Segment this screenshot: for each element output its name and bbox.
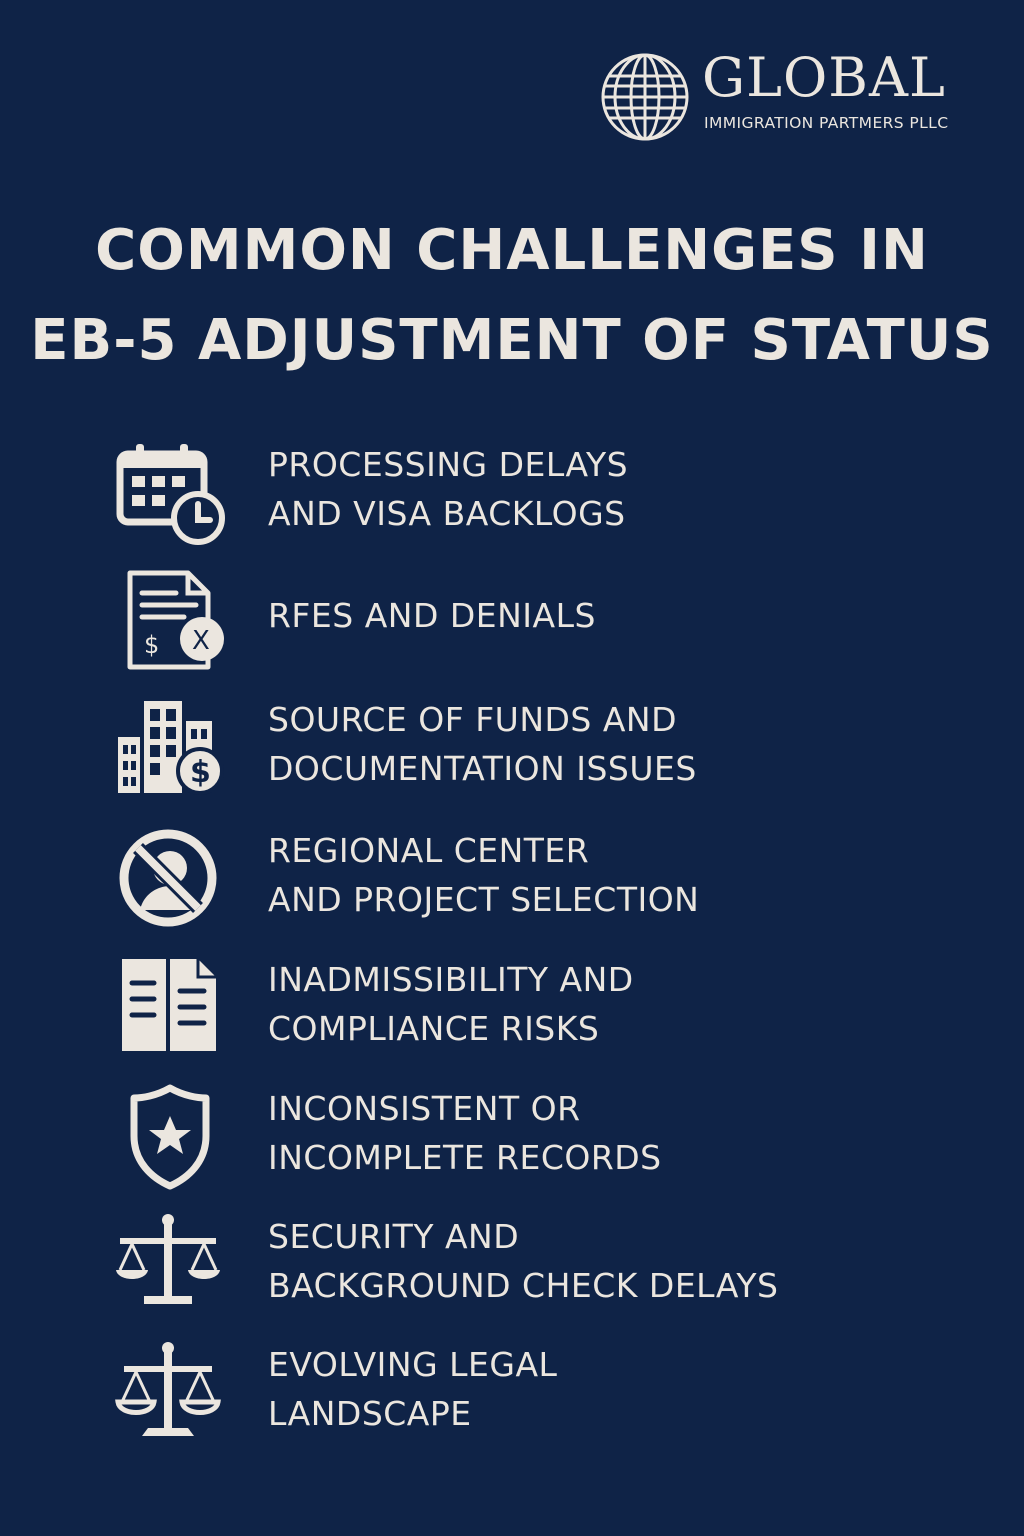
challenge-text bbox=[268, 826, 699, 924]
calendar-clock-icon bbox=[110, 440, 228, 550]
buildings-dollar-icon bbox=[110, 695, 228, 805]
challenge-text bbox=[268, 1340, 557, 1438]
company-logo bbox=[600, 46, 960, 142]
challenge-item-rfes bbox=[110, 567, 910, 677]
challenge-line-2: AND PROJECT SELECTION bbox=[268, 880, 700, 919]
challenge-text bbox=[268, 1212, 778, 1310]
brand-subtitle: IMMIGRATION PARTMERS PLLC bbox=[704, 114, 949, 132]
challenge-line-1: PROCESSING DELAYS bbox=[268, 445, 629, 484]
challenge-line-2: AND VISA BACKLOGS bbox=[268, 494, 626, 533]
challenge-line-1: INADMISSIBILITY AND bbox=[268, 960, 634, 999]
challenge-line-1: REGIONAL CENTER bbox=[268, 831, 590, 870]
challenge-text bbox=[268, 591, 596, 640]
challenge-item-inadmissibility bbox=[110, 955, 910, 1065]
challenge-line-1: RFES AND DENIALS bbox=[268, 596, 596, 635]
brand-name: GLOBAL bbox=[702, 46, 946, 109]
svg-text:X: X bbox=[192, 626, 210, 656]
page-title bbox=[0, 206, 1024, 386]
challenge-text bbox=[268, 695, 697, 793]
title-line-1: COMMON CHALLENGES IN bbox=[95, 218, 929, 283]
globe-icon bbox=[600, 52, 690, 142]
challenge-item-processing-delays bbox=[110, 440, 910, 550]
title-line-2: EB-5 ADJUSTMENT OF STATUS bbox=[30, 308, 994, 373]
challenge-line-1: INCONSISTENT OR bbox=[268, 1089, 581, 1128]
challenge-line-2: INCOMPLETE RECORDS bbox=[268, 1138, 662, 1177]
challenge-line-2: DOCUMENTATION ISSUES bbox=[268, 749, 697, 788]
challenge-line-1: EVOLVING LEGAL bbox=[268, 1345, 558, 1384]
svg-text:$: $ bbox=[144, 631, 160, 659]
challenge-line-2: LANDSCAPE bbox=[268, 1394, 472, 1433]
challenge-item-source-of-funds bbox=[110, 695, 910, 805]
challenge-line-1: SECURITY AND bbox=[268, 1217, 520, 1256]
challenge-item-security-checks bbox=[110, 1212, 910, 1322]
svg-text:$: $ bbox=[190, 755, 211, 790]
challenge-text bbox=[268, 1084, 662, 1182]
challenge-line-2: COMPLIANCE RISKS bbox=[268, 1009, 600, 1048]
challenge-item-regional-center bbox=[110, 826, 910, 936]
balance-scale-icon bbox=[110, 1340, 228, 1450]
challenge-line-2: BACKGROUND CHECK DELAYS bbox=[268, 1266, 779, 1305]
document-denied-icon bbox=[110, 567, 228, 677]
challenge-line-1: SOURCE OF FUNDS AND bbox=[268, 700, 678, 739]
scales-icon bbox=[110, 1212, 228, 1322]
open-document-icon bbox=[110, 955, 228, 1065]
shield-star-icon bbox=[110, 1084, 228, 1194]
challenge-text bbox=[268, 955, 634, 1053]
prohibited-icon bbox=[110, 826, 228, 936]
challenge-item-legal-landscape bbox=[110, 1340, 910, 1450]
challenge-item-inconsistent-records bbox=[110, 1084, 910, 1194]
challenge-text bbox=[268, 440, 628, 538]
